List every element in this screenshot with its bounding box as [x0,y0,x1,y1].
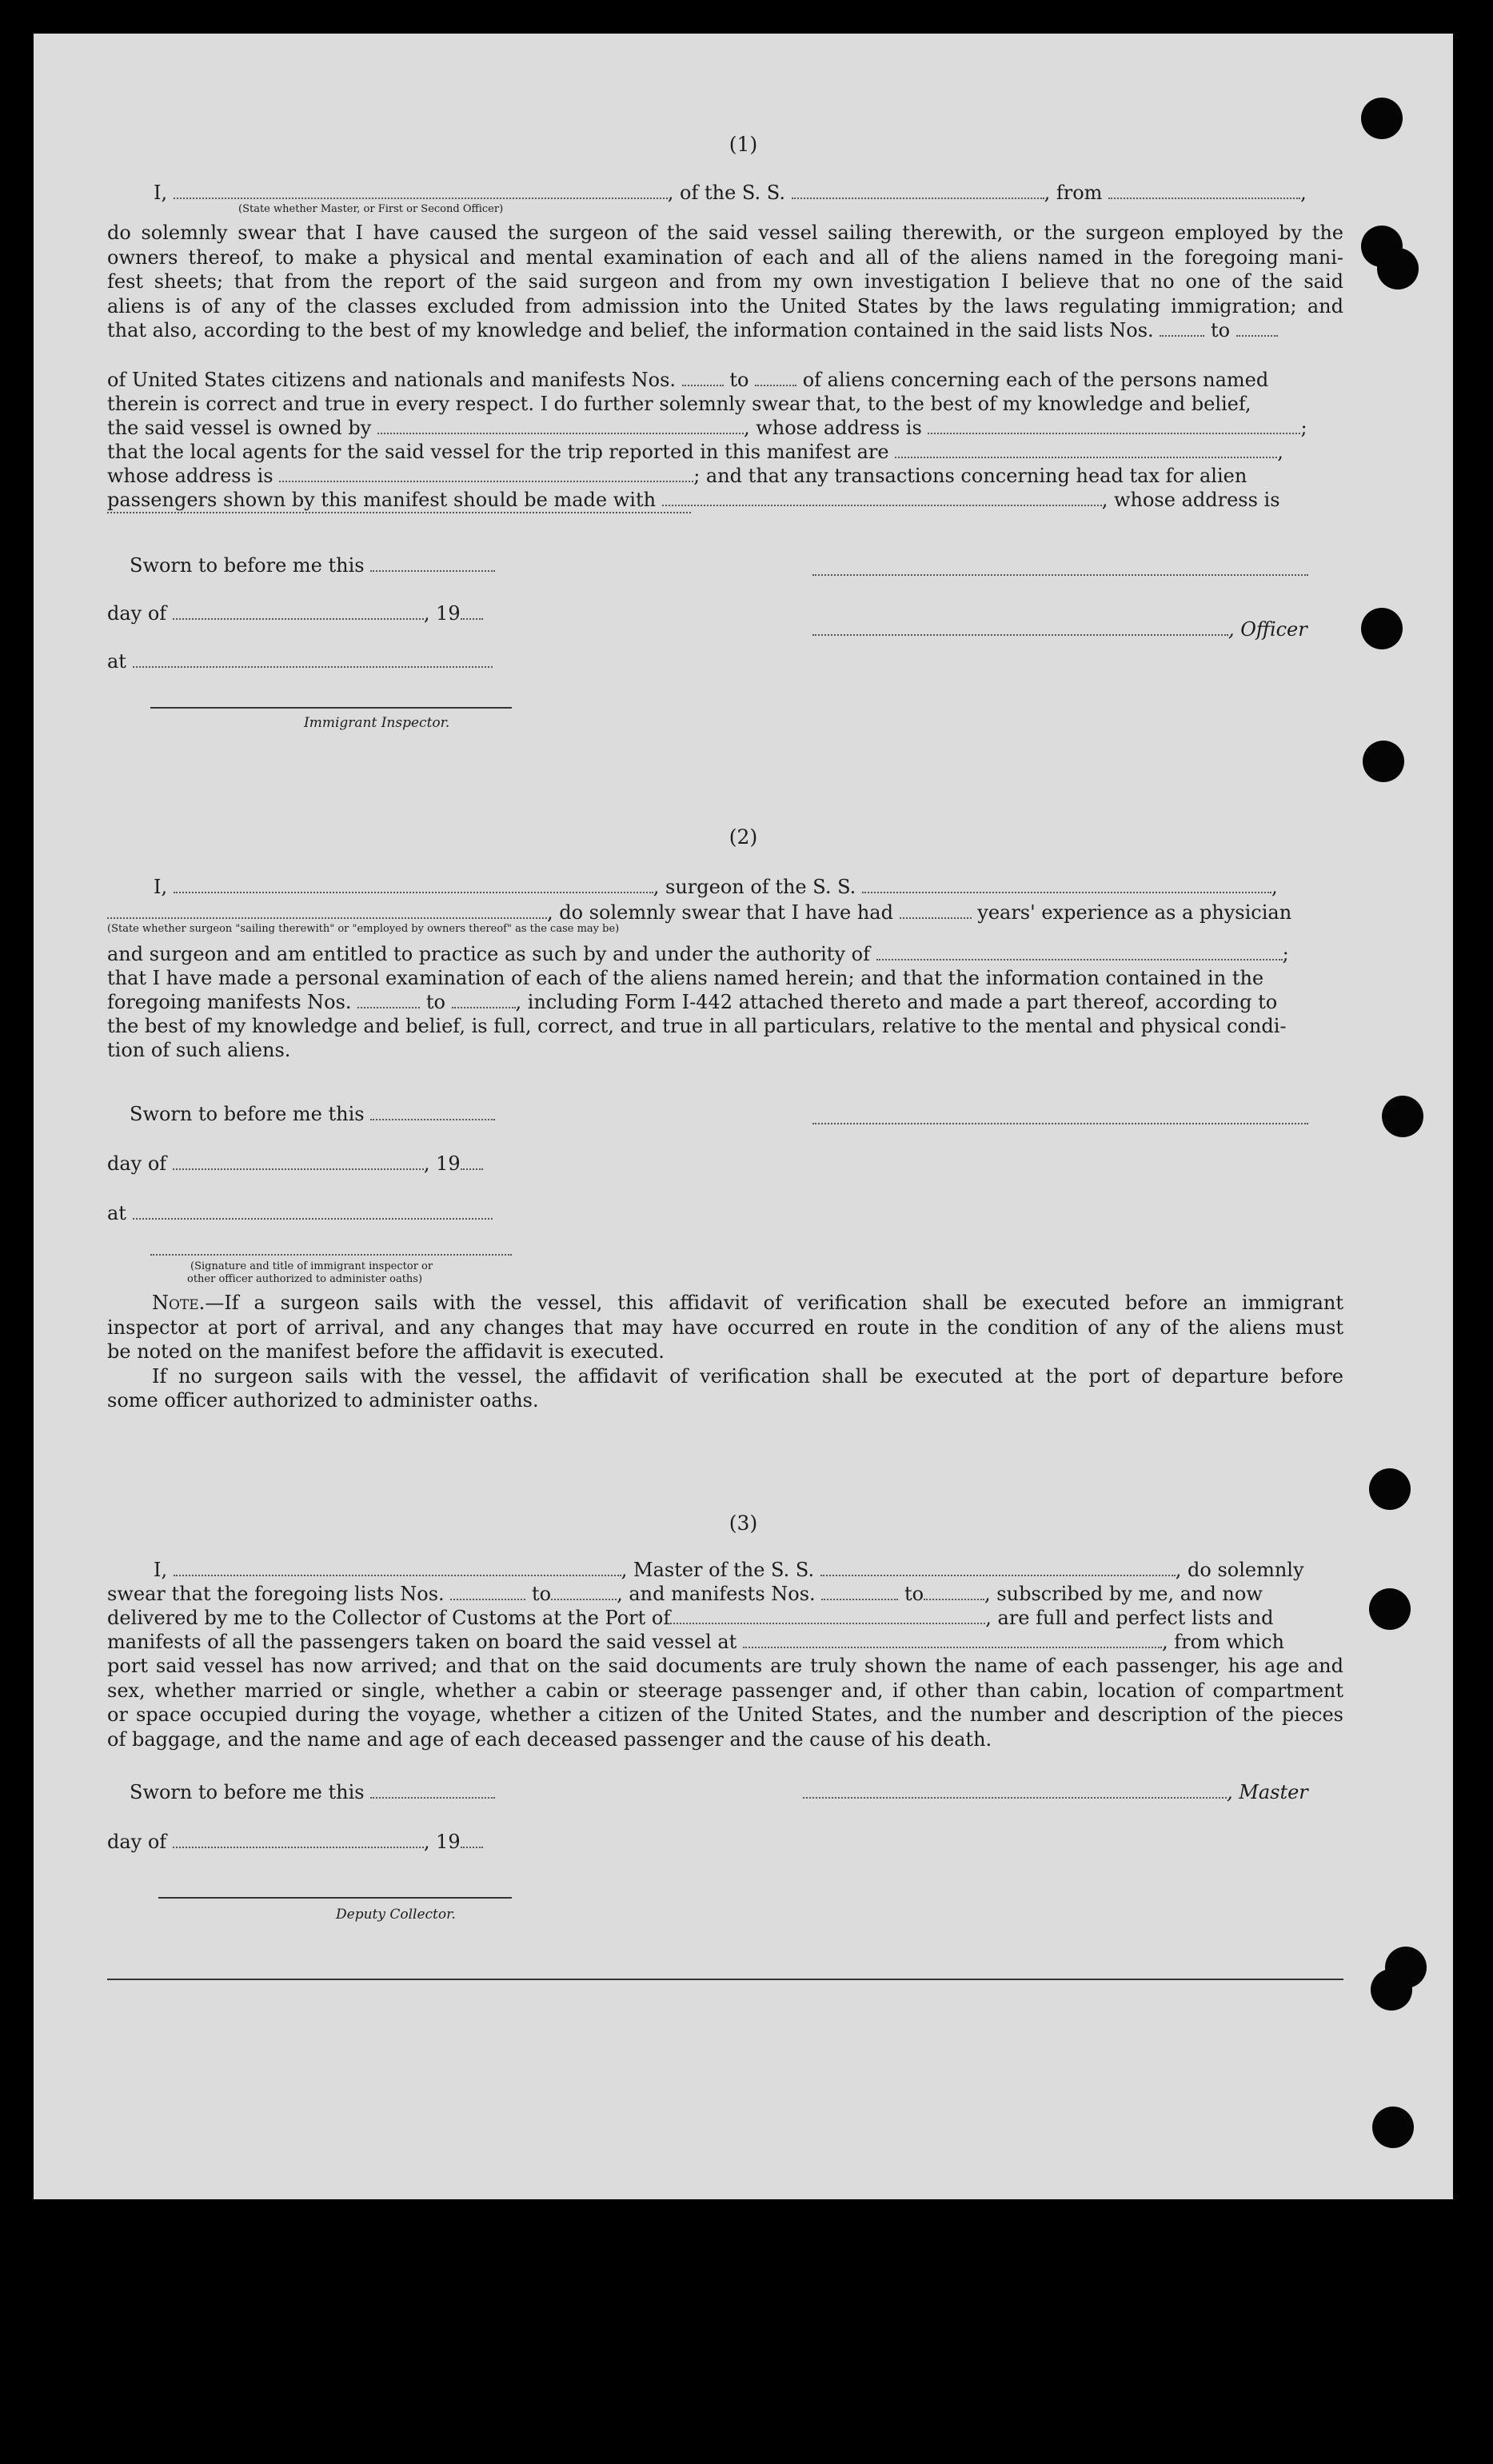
section-2-number: (2) [729,825,758,849]
master-vessel-field[interactable] [820,1559,1176,1576]
day-of-line-2: day of , 19 [107,1152,483,1176]
agents-address-line: whose address is ; and that any transactions concerning head tax for alien [107,465,1247,487]
year-field-1[interactable] [461,602,483,620]
day-of-field-3[interactable] [173,1831,424,1848]
punch-hole [1369,1588,1411,1630]
note-paragraph: Note.—If a surgeon sails with the vessel, this affidavit of verification shall be executed before an immigrant inspector at port of arrival, and any changes that may have occurred en route in the condition of any of the aliens must be noted on the manifest before the affidavit is executed. If no surgeon sails with the vessel, the affidavit of verification shall be executed at the port of departure before some officer authorized to administer oaths. [107,1292,1343,1412]
citizens-manifests-line: of United States citizens and nationals and manifests Nos. to of aliens concerning each of the persons named [107,369,1269,391]
master-line: I, , Master of the S. S. , do solemnly [154,1559,1304,1581]
punch-hole [1369,1468,1411,1510]
manifests-all-line: manifests of all the passengers taken on board the said vessel at , from which [107,1631,1284,1653]
manifest-from-field[interactable] [357,991,420,1008]
label-of-ss: , of the S. S. [667,182,785,204]
delivered-line: delivered by me to the Collector of Customs at the Port of , are full and perfect lists and [107,1607,1274,1629]
master-name-field[interactable] [174,1559,621,1576]
sworn-line-3: Sworn to before me this [130,1780,495,1804]
s3-lists-to-field[interactable] [551,1583,617,1600]
section-3-number: (3) [729,1512,758,1535]
s3-manifests-from-field[interactable] [821,1583,898,1600]
bottom-rule [107,1979,1343,1980]
section-3-paragraph: port said vessel has now arrived; and that on the said documents are truly shown the name of each passenger, his age and sex, whether married or single, whether a cabin or steerage passenger and, if other than cabin, location of compartment or space occupied during the voyage, whether a citizen of the United States, and the number and description of the pieces of baggage, and the name and age of each deceased passenger and the cause of his death. [107,1655,1343,1751]
sworn-date-field-3[interactable] [370,1781,495,1799]
deputy-signature-line[interactable] [158,1897,512,1899]
owner-address-field[interactable] [928,417,1300,434]
officer-signature-field[interactable] [812,618,1228,636]
knowledge-line: the best of my knowledge and belief, is full, correct, and true in all particulars, relative to the mental and physical condi- [107,1015,1287,1037]
from-port-field[interactable] [1108,182,1300,199]
day-of-line-3: day of , 19 [107,1830,483,1854]
such-aliens-line: tion of such aliens. [107,1039,291,1061]
agents-address-field[interactable] [279,465,693,482]
s3-manifests-to-field[interactable] [924,1583,984,1600]
surgeon-status-field[interactable] [107,901,547,919]
signature-note-2: other officer authorized to administer oaths) [187,1273,423,1285]
head-tax-line: passengers shown by this manifest should be made with , whose address is [107,489,1280,511]
sworn-date-field-1[interactable] [370,554,495,572]
surgeon-status-note: (State whether surgeon "sailing therewith" or "employed by owners thereof" as the case may be) [107,923,620,935]
surgeon-name-field[interactable] [174,876,653,893]
owner-field[interactable] [377,417,744,434]
master-signature-field[interactable] [803,1781,1227,1799]
punch-hole [1371,1969,1412,2011]
at-line-2: at [107,1201,493,1225]
head-tax-party-field[interactable] [662,489,1102,506]
vessel-name-field[interactable] [792,182,1044,199]
inspector-signature-line[interactable] [150,707,512,709]
experience-line: , do solemnly swear that I have had years' experience as a physician [107,901,1291,924]
boarded-at-field[interactable] [743,1631,1162,1648]
inspector-signature-field-2[interactable] [150,1254,512,1256]
citizens-manifest-from-field[interactable] [682,369,724,386]
section-1-officer-line: I, , of the S. S. , from , [154,182,1307,204]
label-i: I, [154,182,168,204]
port-of-field[interactable] [670,1607,985,1624]
surgeon-line: I, , surgeon of the S. S. , [154,876,1278,898]
day-of-line-1: day of , 19 [107,601,483,625]
master-signature-line: , Master [803,1780,1308,1804]
lists-to-field[interactable] [1236,319,1278,337]
label-from: , from [1044,182,1103,204]
citizens-manifest-to-field[interactable] [755,369,796,386]
sworn-date-field-2[interactable] [370,1103,495,1120]
sworn-line-1: Sworn to before me this [130,553,495,577]
owned-by-line: the said vessel is owned by , whose address is ; [107,417,1307,439]
signature-note-1: (Signature and title of immigrant inspector or [190,1260,433,1272]
punch-hole [1363,741,1404,782]
officer-name-field[interactable] [174,182,668,199]
surgeon-signature-field[interactable] [812,1123,1308,1124]
local-agents-field[interactable] [895,441,1277,458]
punch-hole [1377,248,1419,290]
note-label: Note. [152,1292,206,1314]
year-field-3[interactable] [461,1831,483,1848]
head-tax-address-field[interactable] [107,512,691,513]
punch-hole [1361,608,1403,649]
at-place-field-2[interactable] [133,1202,493,1220]
local-agents-line: that the local agents for the said vessel for the trip reported in this manifest are , [107,441,1283,463]
deputy-label: Deputy Collector. [336,1907,456,1923]
authority-field[interactable] [876,943,1283,960]
manifests-line: foregoing manifests Nos. to , including Form I-442 attached thereto and made a part thereof, according to [107,991,1278,1013]
at-line-1: at [107,649,493,673]
form-page [34,34,1453,2199]
sworn-line-2: Sworn to before me this [130,1102,495,1126]
examination-line: that I have made a personal examination of each of the aliens named herein; and that the information contained in the [107,967,1264,989]
officer-signature-top-field[interactable] [812,574,1308,576]
surgeon-vessel-field[interactable] [862,876,1271,893]
section-1-oath-paragraph: do solemnly swear that I have caused the surgeon of the said vessel sailing therewith, or the surgeon employed by the owners thereof, to make a physical and mental examination of each and all of the aliens named in the foregoing mani- fest sheets; that from the report of the said surgeon and from my own investigation I believe that no one of the said aliens is of any of the classes excluded from admission into the United States by the laws regulating immigration; and that also, according to the best of my knowledge and belief, the information contained in the said lists Nos. to [107,222,1343,341]
section-1-number: (1) [729,133,758,156]
punch-hole [1382,1096,1423,1137]
inspector-label: Immigrant Inspector. [304,715,450,731]
punch-hole [1372,2107,1414,2148]
officer-field-note: (State whether Master, or First or Second Officer) [238,203,504,215]
lists-manifests-line: swear that the foregoing lists Nos. to , and manifests Nos. to , subscribed by me, and now [107,1583,1263,1605]
officer-signature-line: , Officer [812,617,1307,641]
manifest-to-field[interactable] [452,991,516,1008]
at-place-field-1[interactable] [133,650,493,668]
years-experience-field[interactable] [900,901,972,919]
therein-line: therein is correct and true in every respect. I do further solemnly swear that, to the best of my knowledge and belief, [107,393,1251,415]
s3-lists-from-field[interactable] [450,1583,525,1600]
lists-from-field[interactable] [1160,319,1204,337]
year-field-2[interactable] [461,1152,483,1170]
day-of-field-2[interactable] [173,1152,424,1170]
authority-line: and surgeon and am entitled to practice as such by and under the authority of ; [107,943,1289,965]
day-of-field-1[interactable] [173,602,424,620]
